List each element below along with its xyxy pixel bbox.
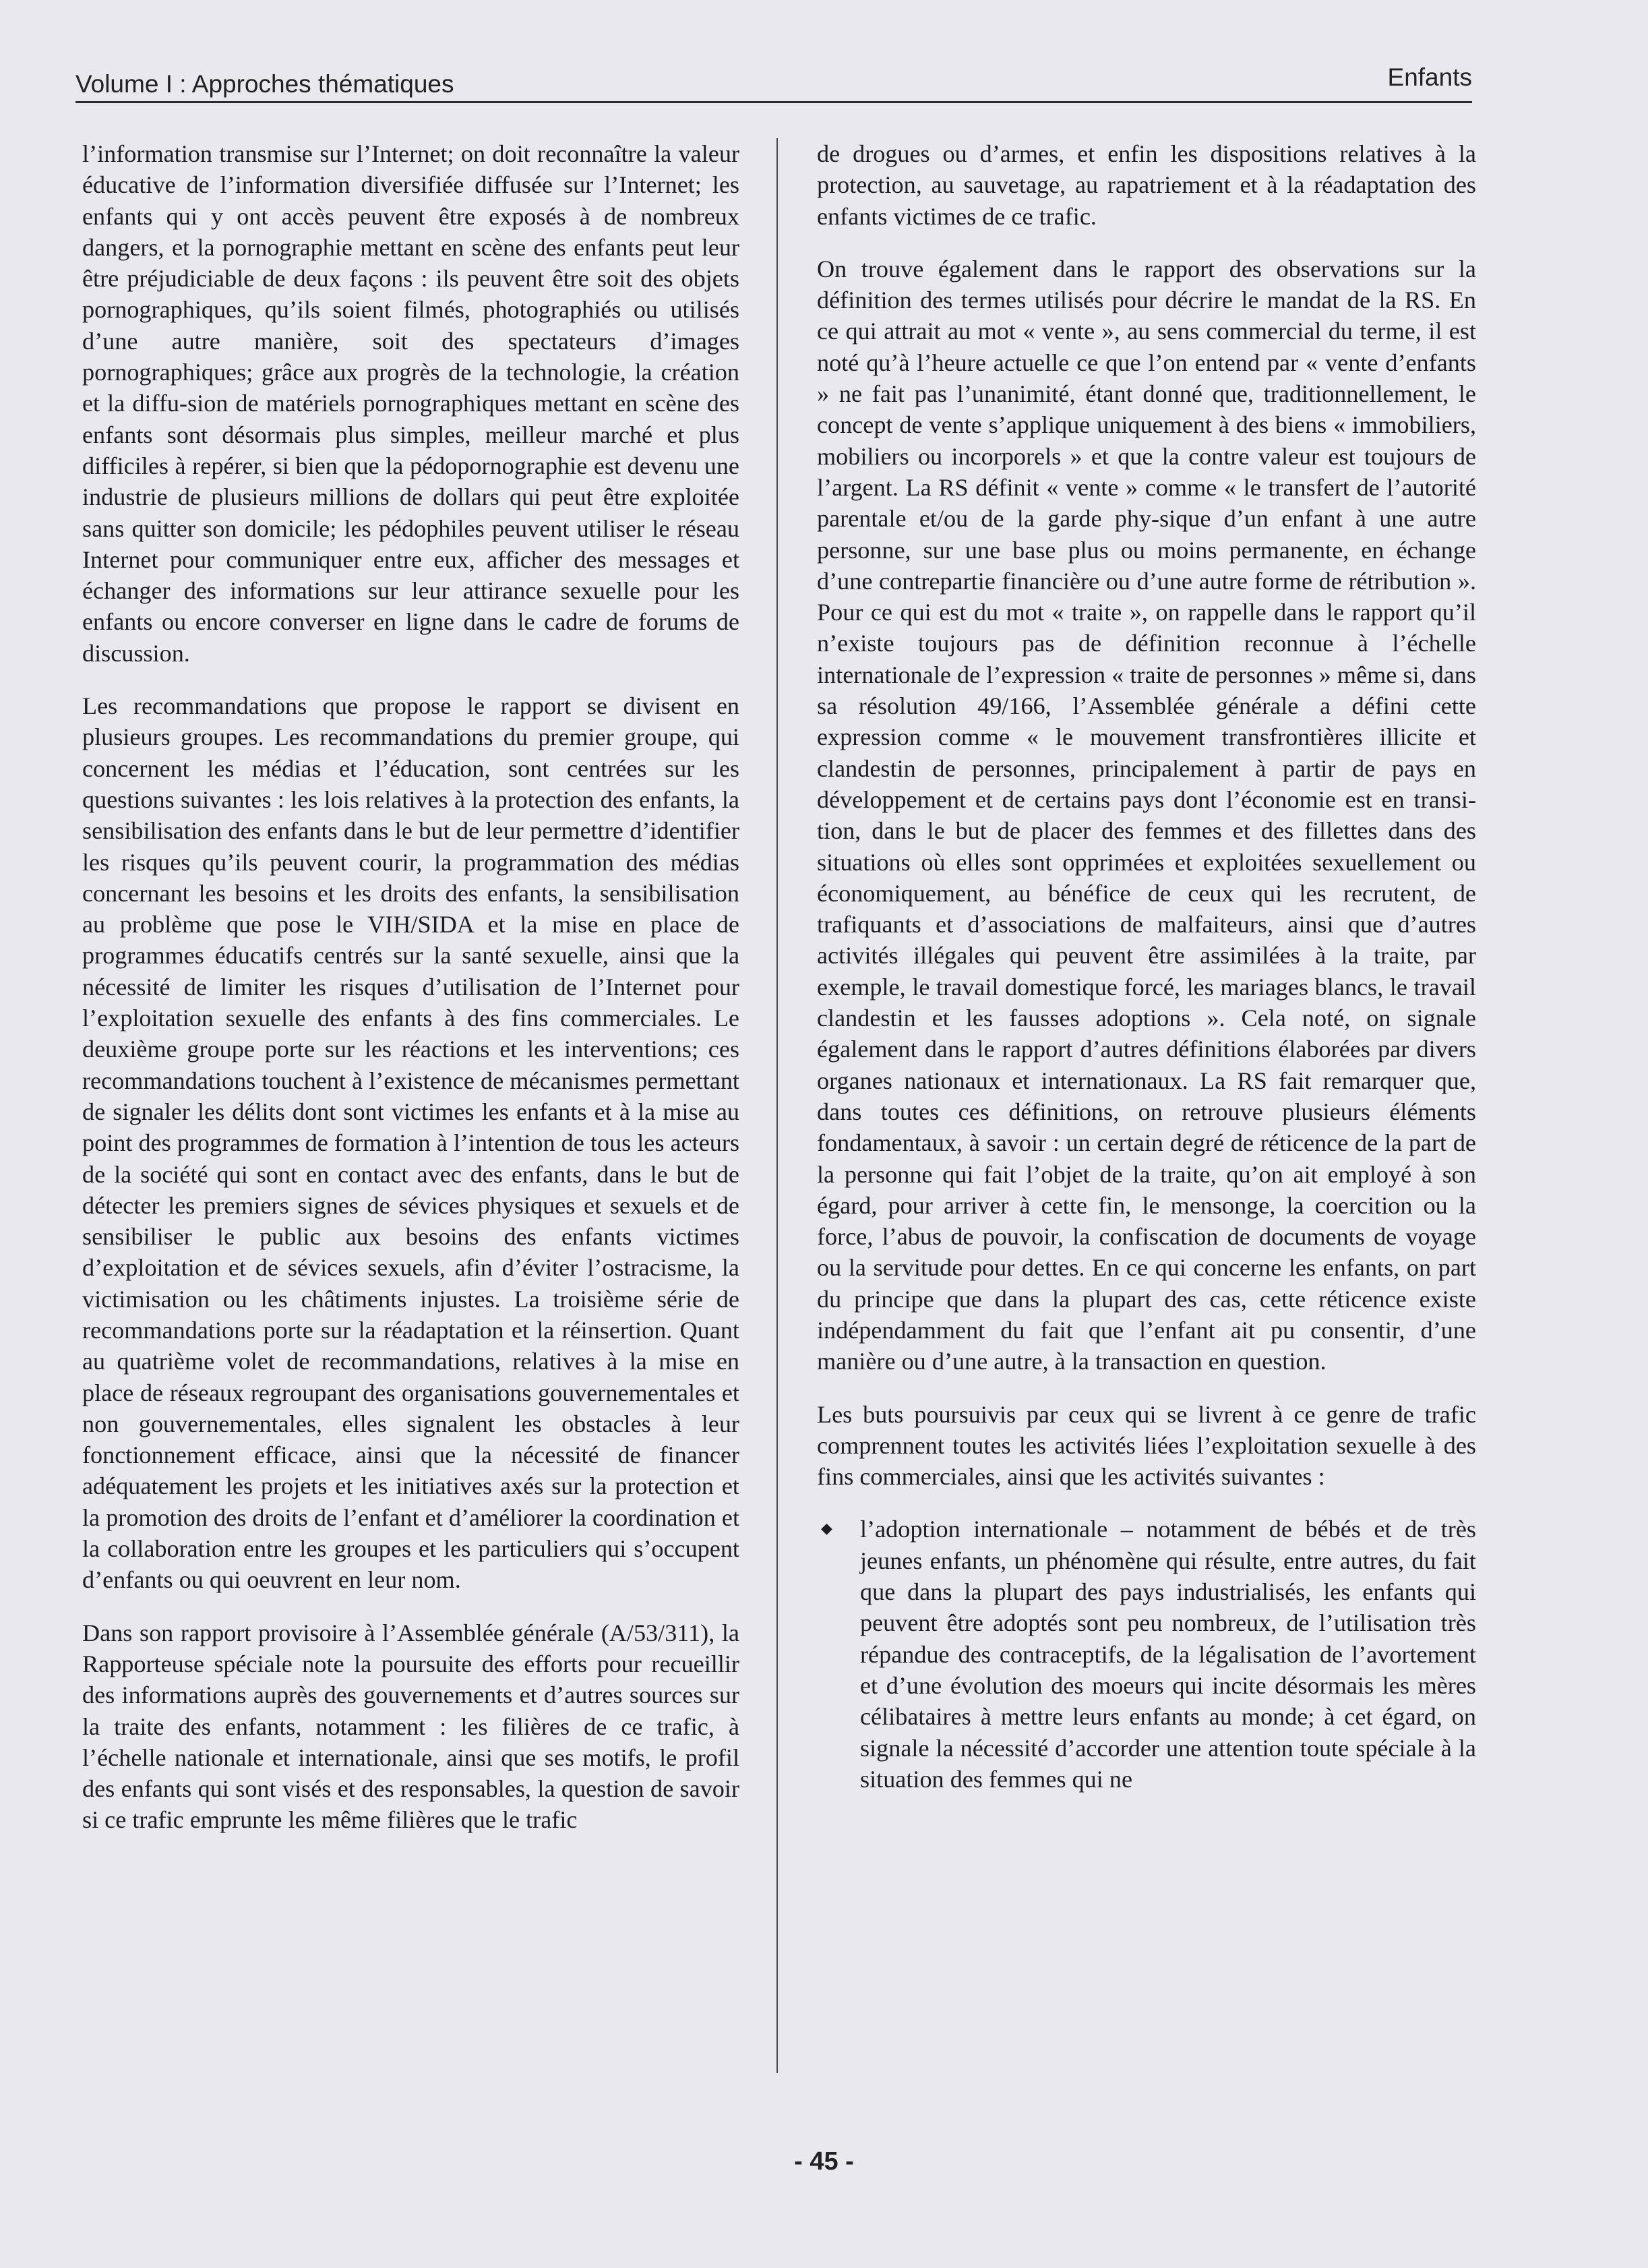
diamond-bullet-icon: ◆ xyxy=(821,1520,832,1538)
list-item xyxy=(817,1514,1476,1795)
header-volume-title: Volume I : Approches thématiques xyxy=(75,70,454,98)
header-section-title: Enfants xyxy=(1387,63,1472,91)
paragraph: Les buts poursuivis par ceux qui se livrent à ce genre de trafic comprennent toutes les activités liées l’exploitation sexuelle à des fins commerciales, ainsi que les activités suivantes : xyxy=(817,1400,1476,1491)
left-column xyxy=(82,138,739,1857)
paragraph: l’information transmise sur l’Internet; on doit reconnaître la valeur éducative de l’information diversifiée diffusée sur l’Internet; les enfants qui y ont accès peuvent être exposés à de nombreux dangers, et la pornographie mettant en scène des enfants peut leur être préjudiciable de deux façons : ils peuvent être soit des objets pornographiques, qu’ils soient filmés, photographiés ou utilisés d’une autre manière, soit des spectateurs d’images pornographiques; grâce aux progrès de la technologie, la création et la diffu-sion de matériels pornographiques mettant en scène des enfants sont désormais plus simples, meilleur marché et plus difficiles à repérer, si bien que la pédopornographie est devenu une industrie de plusieurs millions de dollars qui peut être exploitée sans quitter son domicile; les pédophiles peuvent utiliser le réseau Internet pour communiquer entre eux, afficher des messages et échanger des informations sur leur attirance sexuelle pour les enfants ou encore converser en ligne dans le cadre de forums de discussion. xyxy=(82,140,739,667)
paragraph: Dans son rapport provisoire à l’Assemblée générale (A/53/311), la Rapporteuse spéciale note la poursuite des efforts pour recueillir des informations auprès des gouvernements et d’autres sources sur la traite des enfants, notamment : les filières de ce trafic, à l’échelle nationale et internationale, ainsi que ses motifs, le profil des enfants qui sont visés et des responsables, la question de savoir si ce trafic emprunte les même filières que le trafic xyxy=(82,1619,739,1834)
page-number: - 45 - xyxy=(794,2147,854,2176)
paragraph: Les recommandations que propose le rapport se divisent en plusieurs groupes. Les recommandations du premier groupe, qui concernent les médias et l’éducation, sont centrées sur les questions suivantes : les lois relatives à la protection des enfants, la sensibilisation des enfants dans le but de leur permettre d’identifier les risques qu’ils peuvent courir, la programmation des médias concernant les besoins et les droits des enfants, la sensibilisation au problème que pose le VIH/SIDA et la mise en place de programmes éducatifs centrés sur la santé sexuelle, ainsi que la nécessité de limiter les risques d’utilisation de l’Internet pour l’exploitation sexuelle des enfants à des fins commerciales. Le deuxième groupe porte sur les réactions et les interventions; ces recommandations touchent à l’existence de mécanismes permettant de signaler les délits dont sont victimes les enfants et à la mise au point des programmes de formation à l’intention de tous les acteurs de la société qui sont en contact avec des enfants, dans le but de détecter les premiers signes de sévices physiques et sexuels et de sensibiliser le public aux besoins des enfants victimes d’exploitation et de sévices sexuels, afin d’éviter l’ostracisme, la victimisation ou les châtiments injustes. La troisième série de recommandations porte sur la réadaptation et la réinsertion. Quant au quatrième volet de recommandations, relatives à la mise en place de réseaux regroupant des organisations gouvernementales et non gouvernementales, elles signalent les obstacles à leur fonctionnement efficace, ainsi que la nécessité de financer adéquatement les projets et les initiatives axés sur la protection et la promotion des droits de l’enfant et d’améliorer la coordination et la collaboration entre les groupes et les particuliers qui s’occupent d’enfants ou qui oeuvrent en leur nom. xyxy=(82,692,739,1594)
paragraph: de drogues ou d’armes, et enfin les dispositions relatives à la protection, au sauvetage, au rapatriement et à la réadaptation des enfants victimes de ce trafic. xyxy=(817,140,1476,230)
right-column xyxy=(817,138,1476,1795)
running-head xyxy=(75,62,1472,103)
list-item-text: l’adoption internationale – notamment de bébés et de très jeunes enfants, un phénomène qui résulte, entre autres, du fait que dans la plupart des pays industrialisés, les enfants qui peuvent être adoptés sont peu nombreux, de l’utilisation très répandue des contraceptifs, de la légalisation de l’avortement et d’une évolution des moeurs qui incite désormais les mères célibataires à mettre leurs enfants au monde; à cet égard, on signale la nécessité d’accorder une attention toute spéciale à la situation des femmes qui ne xyxy=(860,1516,1476,1793)
paragraph: On trouve également dans le rapport des observations sur la définition des termes utilisés pour décrire le mandat de la RS. En ce qui attrait au mot « vente », au sens commercial du terme, il est noté qu’à l’heure actuelle ce que l’on entend par « vente d’enfants » ne fait pas l’unanimité, étant donné que, traditionnellement, le concept de vente s’applique uniquement à des biens « immobiliers, mobiliers ou incorporels » et que la contre valeur est toujours de l’argent. La RS définit « vente » comme « le transfert de l’autorité parentale et/ou de la garde phy-sique d’un enfant à une autre personne, sur une base plus ou moins permanente, en échange d’une contrepartie financière ou d’une autre forme de rétribution ». Pour ce qui est du mot « traite », on rappelle dans le rapport qu’il n’existe toujours pas de définition reconnue à l’échelle internationale de l’expression « traite de personnes » même si, dans sa résolution 49/166, l’Assemblée générale a défini cette expression comme « le mouvement transfrontières illicite et clandestin de personnes, principalement à partir de pays en développement et de certains pays dont l’économie est en transition, dans le but de placer des femmes et des fillettes dans des situations où elles sont opprimées et exploitées sexuellement ou économiquement, au bénéfice de ceux qui les recrutent, de trafiquants et d’associations de malfaiteurs, ainsi que d’autres activités illégales qui peuvent être assimilées à la traite, par exemple, le travail domestique forcé, les mariages blancs, le travail clandestin et les fausses adoptions ». Cela noté, on signale également dans le rapport d’autres définitions élaborées par divers organes nationaux et internationaux. La RS fait remarquer que, dans toutes ces définitions, on retrouve plusieurs éléments fondamentaux, à savoir : un certain degré de réticence de la part de la personne qui fait l’objet de la traite, qu’on ait employé à son égard, pour arriver à cette fin, le mensonge, la coercition ou la force, l’abus de pouvoir, la confiscation de documents de voyage ou la servitude pour dettes. En ce qui concerne les enfants, on part du principe que dans la plupart des cas, cette réticence existe indépendamment du fait que l’enfant ait pu consentir, d’une manière ou d’une autre, à la transaction en question. xyxy=(817,255,1476,1375)
column-divider xyxy=(776,138,778,2073)
bullet-list xyxy=(817,1514,1476,1795)
